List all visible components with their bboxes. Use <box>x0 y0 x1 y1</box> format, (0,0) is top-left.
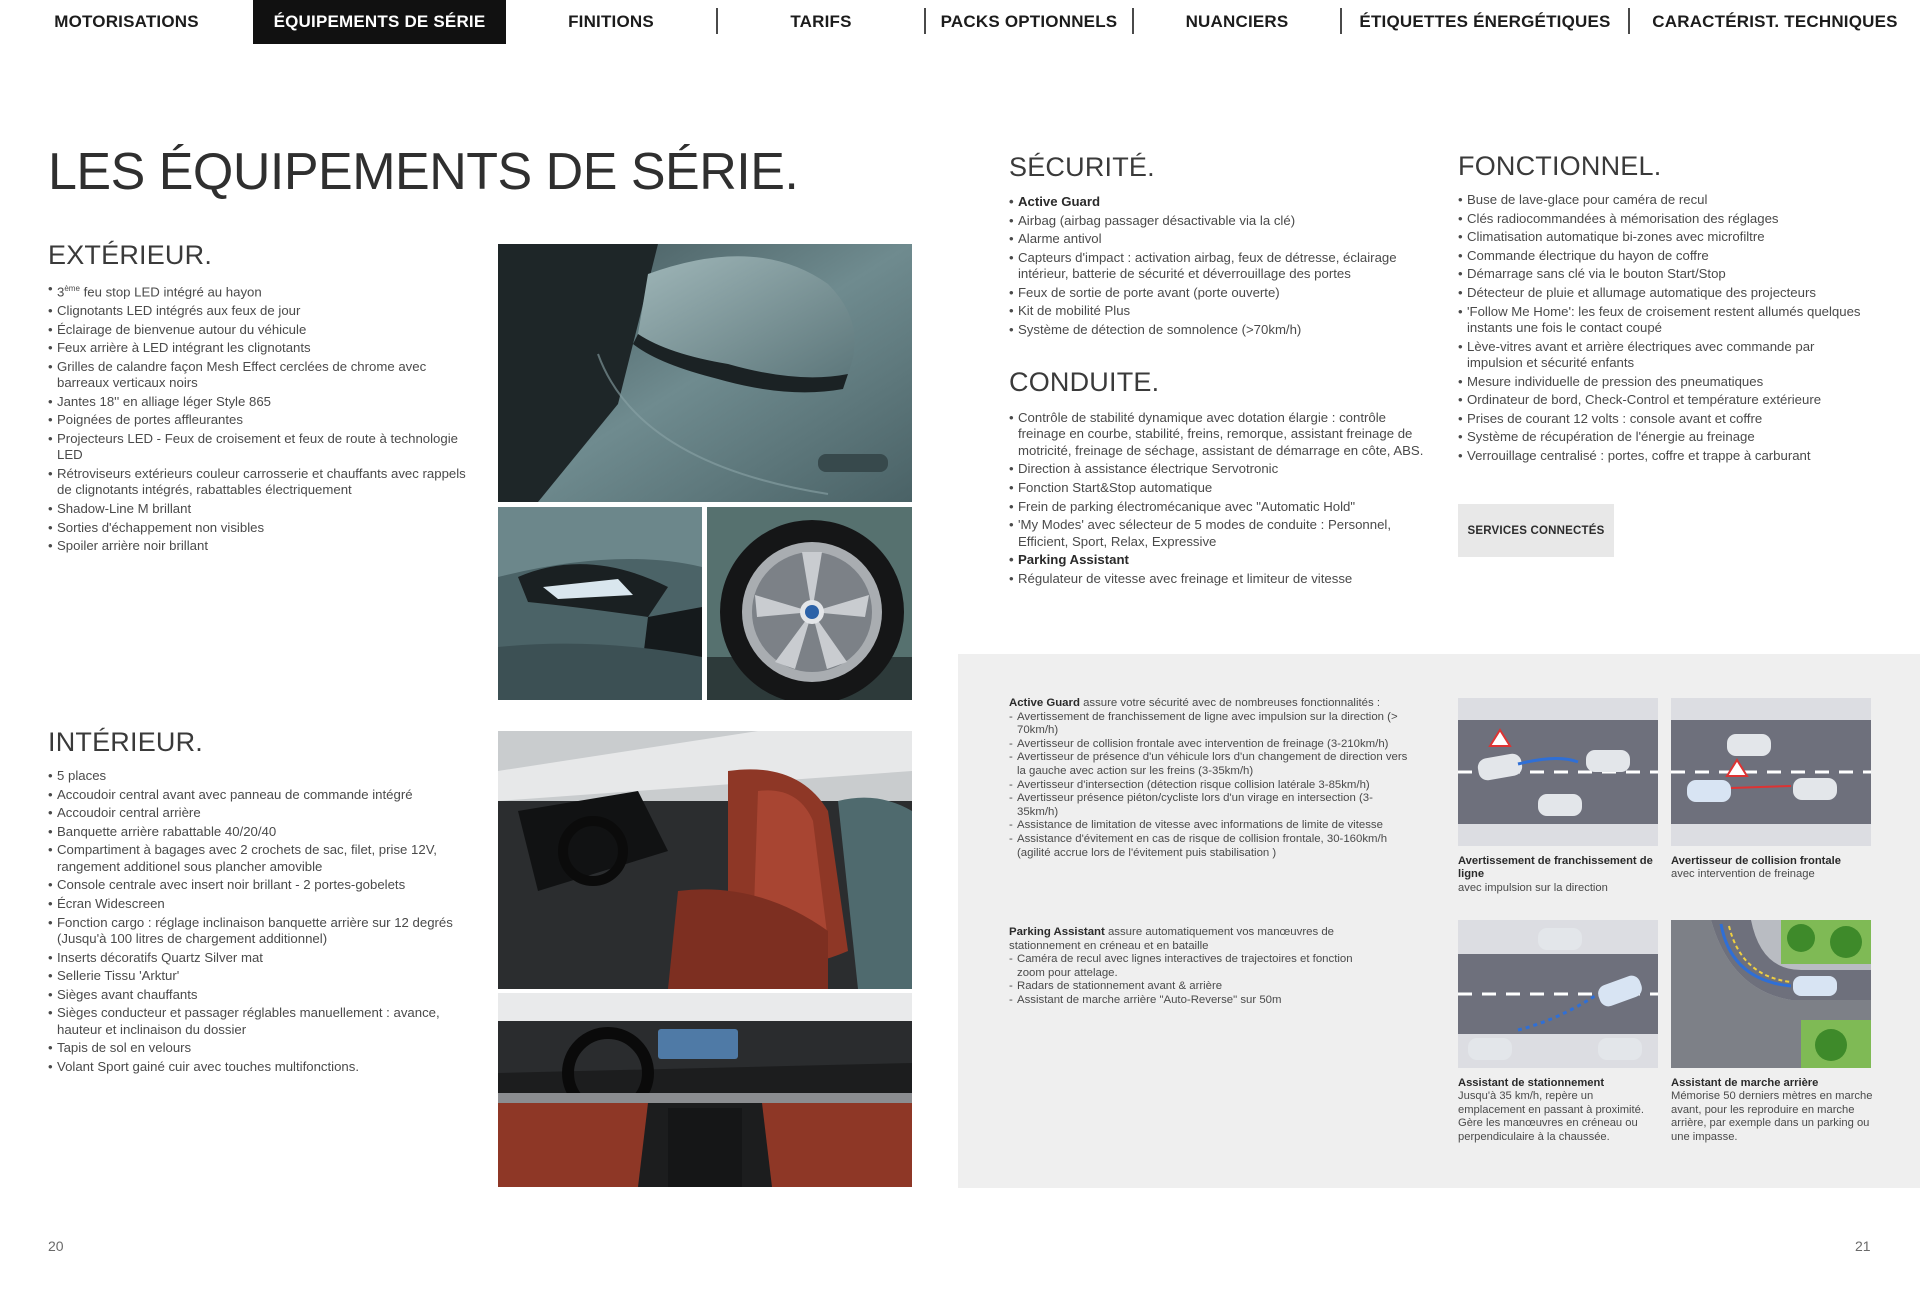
securite-list <box>1009 194 1424 341</box>
tab-packs-optionnels[interactable]: PACKS OPTIONNELS <box>940 12 1118 31</box>
list-item: • Tapis de sol en velours <box>48 1040 468 1056</box>
tab-caracteristiques-techniques[interactable]: CARACTÉRIST. TECHNIQUES <box>1652 12 1898 31</box>
list-item: • Volant Sport gainé cuir avec touches multifonctions. <box>48 1059 468 1075</box>
list-item: • Compartiment à bagages avec 2 crochets de sac, filet, prise 12V, rangement additionel sous plancher amovible <box>48 842 468 875</box>
list-item: • Spoiler arrière noir brillant <box>48 538 468 554</box>
list-item: • Rétroviseurs extérieurs couleur carrosserie et chauffants avec rappels de clignotants intégrés, rabattables électriquement <box>48 466 468 499</box>
list-item: • Commande électrique du hayon de coffre <box>1458 248 1868 264</box>
tab-motorisations[interactable]: MOTORISATIONS <box>54 12 199 31</box>
collision-warning-caption: Avertisseur de collision frontale avec intervention de freinage <box>1671 855 1841 881</box>
list-item: • Sorties d'échappement non visibles <box>48 520 468 536</box>
list-item: • Alarme antivol <box>1009 231 1424 247</box>
list-item: • Clignotants LED intégrés aux feux de jour <box>48 303 468 319</box>
list-item: • Frein de parking électromécanique avec "Automatic Hold" <box>1009 499 1424 515</box>
list-item: - Assistant de marche arrière "Auto-Reverse" sur 50m <box>1009 994 1379 1008</box>
list-item: - Avertisseur de collision frontale avec intervention de freinage (3-210km/h) <box>1009 738 1414 752</box>
list-item: • Grilles de calandre façon Mesh Effect cerclées de chrome avec barreaux verticaux noirs <box>48 359 468 392</box>
list-item: • Airbag (airbag passager désactivable via la clé) <box>1009 213 1424 229</box>
active-guard-list <box>1009 711 1414 861</box>
list-item: - Assistance de limitation de vitesse avec informations de limite de vitesse <box>1009 819 1414 833</box>
list-item: • Jantes 18'' en alliage léger Style 865 <box>48 394 468 410</box>
collision-warning-diagram <box>1671 698 1871 846</box>
conduite-title: CONDUITE. <box>1009 367 1160 397</box>
list-item: • Clés radiocommandées à mémorisation des réglages <box>1458 211 1868 227</box>
page-number-left: 20 <box>48 1238 64 1254</box>
list-item: - Assistance d'évitement en cas de risque de collision frontale, 30-160km/h (agilité accrue lors de l'évitement puis stabilisation ) <box>1009 833 1414 860</box>
list-item: • Direction à assistance électrique Servotronic <box>1009 461 1424 477</box>
list-item: • Démarrage sans clé via le bouton Start/Stop <box>1458 266 1868 282</box>
list-item: • 3ème feu stop LED intégré au hayon <box>48 281 468 301</box>
wheel-photo <box>707 507 912 700</box>
lane-departure-diagram <box>1458 698 1658 846</box>
list-item: - Avertissement de franchissement de ligne avec impulsion sur la direction (> 70km/h) <box>1009 711 1414 738</box>
page-number-right: 21 <box>1855 1238 1871 1254</box>
parking-assistant-diagram <box>1458 920 1658 1068</box>
list-item: • Écran Widescreen <box>48 896 468 912</box>
top-navigation <box>0 0 1920 44</box>
list-item: - Avertisseur de présence d'un véhicule lors d'un changement de direction vers la gauche avec action sur les freins (3-35km/h) <box>1009 751 1414 778</box>
mirror-photo <box>498 244 912 502</box>
list-item: • Système de récupération de l'énergie au freinage <box>1458 429 1868 445</box>
list-item: • Kit de mobilité Plus <box>1009 303 1424 319</box>
list-item: • Buse de lave-glace pour caméra de recul <box>1458 192 1868 208</box>
list-item: • Projecteurs LED - Feux de croisement et feux de route à technologie LED <box>48 431 468 464</box>
tab-tarifs[interactable]: TARIFS <box>790 12 852 31</box>
list-item: • Climatisation automatique bi-zones avec microfiltre <box>1458 229 1868 245</box>
list-item: • Sellerie Tissu 'Arktur' <box>48 968 468 984</box>
tab-nuanciers[interactable]: NUANCIERS <box>1185 12 1289 31</box>
exterieur-title: EXTÉRIEUR. <box>48 240 213 270</box>
parking-assistant-list <box>1009 953 1379 1007</box>
list-item: - Avertisseur d'intersection (détection risque collision latérale 3-85km/h) <box>1009 779 1414 793</box>
headlight-photo <box>498 507 702 700</box>
reversing-assistant-caption: Assistant de marche arrière Mémorise 50 derniers mètres en marche avant, pour les reproduire en marche arrière, par exemple dans un parking ou une impasse. <box>1671 1077 1873 1143</box>
parking-assistant-text: Parking Assistant assure automatiquement vos manœuvres de stationnement en créneau et en bataille - Caméra de recul avec lignes interactives de trajectoires et fonction zoom pour attelage. - Radars de stationnement avant & arrière - Assistant de marche arrière "Auto-Reverse" sur 50m <box>1009 926 1379 1008</box>
list-item: • Sièges avant chauffants <box>48 987 468 1003</box>
fonctionnel-list <box>1458 192 1868 467</box>
list-item: • Poignées de portes affleurantes <box>48 412 468 428</box>
list-item: • Système de détection de somnolence (>70km/h) <box>1009 322 1424 338</box>
list-item: • Parking Assistant <box>1009 552 1424 568</box>
list-item: • Sièges conducteur et passager réglables manuellement : avance, hauteur et inclinaison du dossier <box>48 1005 468 1038</box>
list-item: • 'My Modes' avec sélecteur de 5 modes de conduite : Personnel, Efficient, Sport, Relax, Expressive <box>1009 517 1424 550</box>
page-title: LES ÉQUIPEMENTS DE SÉRIE. <box>48 143 799 201</box>
interieur-list <box>48 768 468 1078</box>
list-item: • Capteurs d'impact : activation airbag, feux de détresse, éclairage intérieur, batterie de sécurité et déverrouillage des portes <box>1009 250 1424 283</box>
tab-equipements-de-serie[interactable]: ÉQUIPEMENTS DE SÉRIE <box>253 0 506 44</box>
list-item: • Prises de courant 12 volts : console avant et coffre <box>1458 411 1868 427</box>
list-item: - Radars de stationnement avant & arrière <box>1009 980 1379 994</box>
list-item: • Accoudoir central avant avec panneau de commande intégré <box>48 787 468 803</box>
list-item: • Inserts décoratifs Quartz Silver mat <box>48 950 468 966</box>
list-item: - Caméra de recul avec lignes interactives de trajectoires et fonction zoom pour attelage. <box>1009 953 1379 980</box>
lane-departure-caption: Avertissement de franchissement de ligne avec impulsion sur la direction <box>1458 855 1653 894</box>
list-item: • Lève-vitres avant et arrière électriques avec commande par impulsion et sécurité enfants <box>1458 339 1868 372</box>
list-item: • Éclairage de bienvenue autour du véhicule <box>48 322 468 338</box>
list-item: • Feux de sortie de porte avant (porte ouverte) <box>1009 285 1424 301</box>
list-item: - Avertisseur présence piéton/cycliste lors d'un virage en intersection (3-35km/h) <box>1009 792 1414 819</box>
list-item: • 'Follow Me Home': les feux de croisement restent allumés quelques instants une fois le contact coupé <box>1458 304 1868 337</box>
list-item: • Fonction cargo : réglage inclinaison banquette arrière sur 12 degrés (Jusqu'à 100 litres de chargement additionnel) <box>48 915 468 948</box>
dashboard-photo <box>498 993 912 1187</box>
list-item: • Fonction Start&Stop automatique <box>1009 480 1424 496</box>
conduite-list <box>1009 410 1424 589</box>
interieur-title: INTÉRIEUR. <box>48 727 204 757</box>
list-item: • Banquette arrière rabattable 40/20/40 <box>48 824 468 840</box>
active-guard-text: Active Guard assure votre sécurité avec de nombreuses fonctionnalités : - Avertissement de franchissement de ligne avec impulsion sur la direction (> 70km/h) - Avertisseur de collision frontale avec intervention de freinage (3-210km/h) - Avertisseur de présence d'un véhicule lors d'un changement de direction vers la gauche avec action sur les freins (3-35km/h) - Avertisseur d'intersection (détection risque collision latérale 3-85km/h) - Avertisseur présence piéton/cycliste lors d'un virage en intersection (3-35km/h) - Assistance de limitation de vitesse avec informations de limite de vitesse - Assistance d'évitement en cas de risque de collision frontale, 30-160km/h (agilité accrue lors de l'évitement puis stabilisation ) <box>1009 697 1414 860</box>
list-item: • Ordinateur de bord, Check-Control et température extérieure <box>1458 392 1868 408</box>
list-item: • Feux arrière à LED intégrant les clignotants <box>48 340 468 356</box>
reversing-assistant-diagram <box>1671 920 1871 1068</box>
list-item: • Accoudoir central arrière <box>48 805 468 821</box>
services-connectes-button[interactable]: SERVICES CONNECTÉS <box>1458 504 1614 557</box>
list-item: • 5 places <box>48 768 468 784</box>
list-item: • Détecteur de pluie et allumage automatique des projecteurs <box>1458 285 1868 301</box>
list-item: • Verrouillage centralisé : portes, coffre et trappe à carburant <box>1458 448 1868 464</box>
list-item: • Mesure individuelle de pression des pneumatiques <box>1458 374 1868 390</box>
list-item: • Shadow-Line M brillant <box>48 501 468 517</box>
fonctionnel-title: FONCTIONNEL. <box>1458 151 1662 181</box>
tab-finitions[interactable]: FINITIONS <box>568 12 654 31</box>
seats-photo <box>498 731 912 989</box>
parking-assistant-caption: Assistant de stationnement Jusqu'à 35 km/h, repère un emplacement en passant à proximité. Gère les manœuvres en créneau ou perpendiculaire à la chaussée. <box>1458 1077 1644 1143</box>
list-item: • Contrôle de stabilité dynamique avec dotation élargie : contrôle freinage en courbe, stabilité, freins, remorque, assistant freinage de motricité, freinage de séchage, assistant de démarrage en côte, ABS. <box>1009 410 1424 459</box>
list-item: • Régulateur de vitesse avec freinage et limiteur de vitesse <box>1009 571 1424 587</box>
list-item: • Active Guard <box>1009 194 1424 210</box>
exterieur-list <box>48 281 468 557</box>
tab-etiquettes-energetiques[interactable]: ÉTIQUETTES ÉNERGÉTIQUES <box>1359 12 1611 31</box>
securite-title: SÉCURITÉ. <box>1009 152 1155 182</box>
list-item: • Console centrale avec insert noir brillant - 2 portes-gobelets <box>48 877 468 893</box>
